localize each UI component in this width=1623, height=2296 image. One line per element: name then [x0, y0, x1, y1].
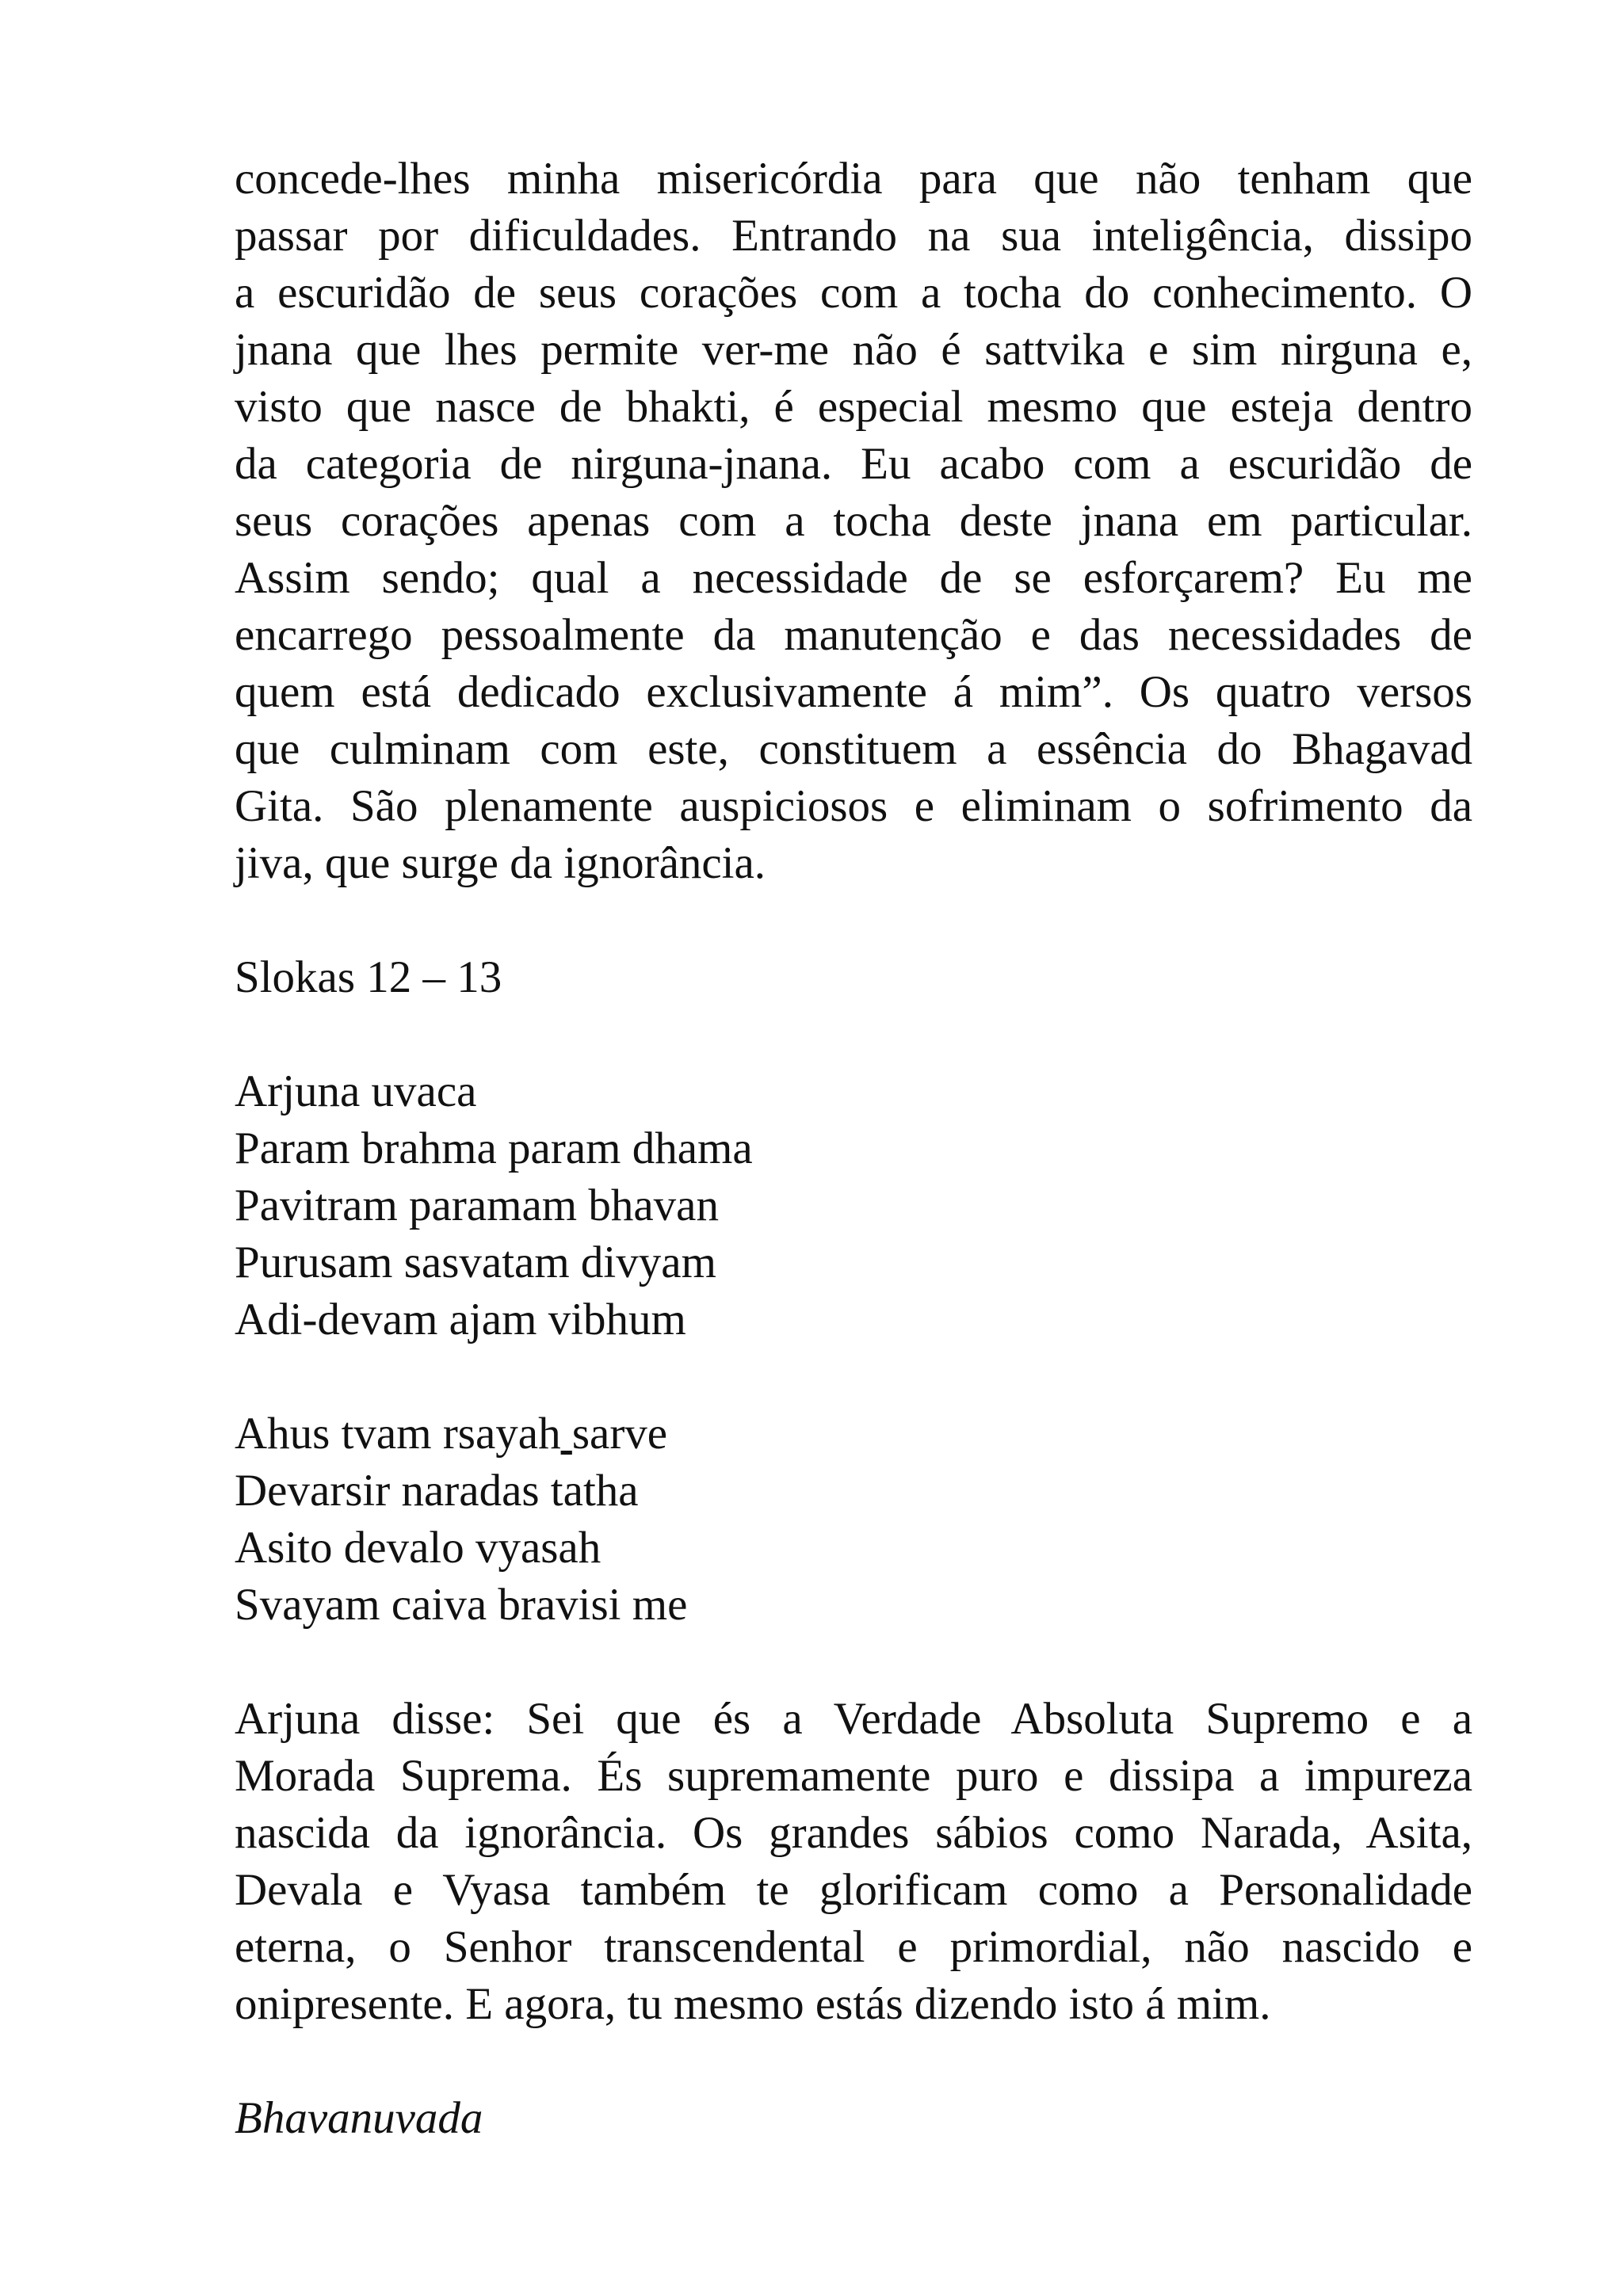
commentary-line: encarrego pessoalmente da manutenção e das necessidades de [235, 610, 1472, 660]
commentary-line: a escuridão de seus corações com a tocha do conhecimento. O [235, 268, 1472, 318]
verse-line: Adi-devam ajam vibhum [235, 1295, 686, 1344]
commentary-line: jiva, que surge da ignorância. [235, 838, 766, 888]
verse-line: Purusam sasvatam divyam [235, 1238, 716, 1287]
verse-stanza-1 [235, 1063, 1472, 1348]
translation-line: nascida da ignorância. Os grandes sábios como Narada, Asita, [235, 1808, 1472, 1858]
verse-line: Devarsir naradas tatha [235, 1466, 639, 1516]
verse-line-end: sarve [571, 1409, 668, 1459]
verse-line: Param brahma param dhama [235, 1123, 753, 1173]
translation-line: eterna, o Senhor transcendental e primordial, não nascido e [235, 1922, 1472, 1972]
verse-stanza-2 [235, 1405, 1472, 1634]
commentary-line: passar por dificuldades. Entrando na sua inteligência, dissipo [235, 211, 1472, 261]
verse-line: Pavitram paramam bhavan [235, 1180, 719, 1230]
commentary-line: da categoria de nirguna-jnana. Eu acabo com a escuridão de [235, 439, 1472, 489]
document-page [235, 151, 1472, 2147]
commentary-line: visto que nasce de bhakti, é especial mesmo que esteja dentro [235, 382, 1472, 432]
verse-line-mark [561, 1409, 572, 1459]
commentary-line: que culminam com este, constituem a essência do Bhagavad [235, 724, 1472, 774]
commentary-paragraph [235, 151, 1472, 892]
commentary-heading: Bhavanuvada [235, 2093, 483, 2143]
translation-line: Arjuna disse: Sei que és a Verdade Absoluta Supremo e a [235, 1694, 1472, 1744]
commentary-line: quem está dedicado exclusivamente á mim”. Os quatro versos [235, 667, 1472, 717]
translation-line: Devala e Vyasa também te glorificam como a Personalidade [235, 1865, 1472, 1915]
verse-line [235, 1405, 1472, 1463]
commentary-line: seus corações apenas com a tocha deste jnana em particular. [235, 496, 1472, 546]
verse-line: Svayam caiva bravisi me [235, 1580, 688, 1630]
verse-line-start: Ahus tvam rsayah [235, 1409, 561, 1459]
verse-line: Asito devalo vyasah [235, 1523, 601, 1573]
commentary-line: jnana que lhes permite ver-me não é sattvika e sim nirguna e, [235, 325, 1472, 375]
translation-line: onipresente. E agora, tu mesmo estás dizendo isto á mim. [235, 1979, 1271, 2029]
translation-paragraph [235, 1691, 1472, 2033]
commentary-line: Gita. São plenamente auspiciosos e eliminam o sofrimento da [235, 781, 1472, 831]
sloka-heading: Slokas 12 – 13 [235, 952, 502, 1002]
verse-line: Arjuna uvaca [235, 1066, 477, 1116]
commentary-line: concede-lhes minha misericórdia para que não tenham que [235, 154, 1472, 204]
translation-line: Morada Suprema. És supremamente puro e dissipa a impureza [235, 1751, 1472, 1801]
commentary-line: Assim sendo; qual a necessidade de se esforçarem? Eu me [235, 553, 1472, 603]
